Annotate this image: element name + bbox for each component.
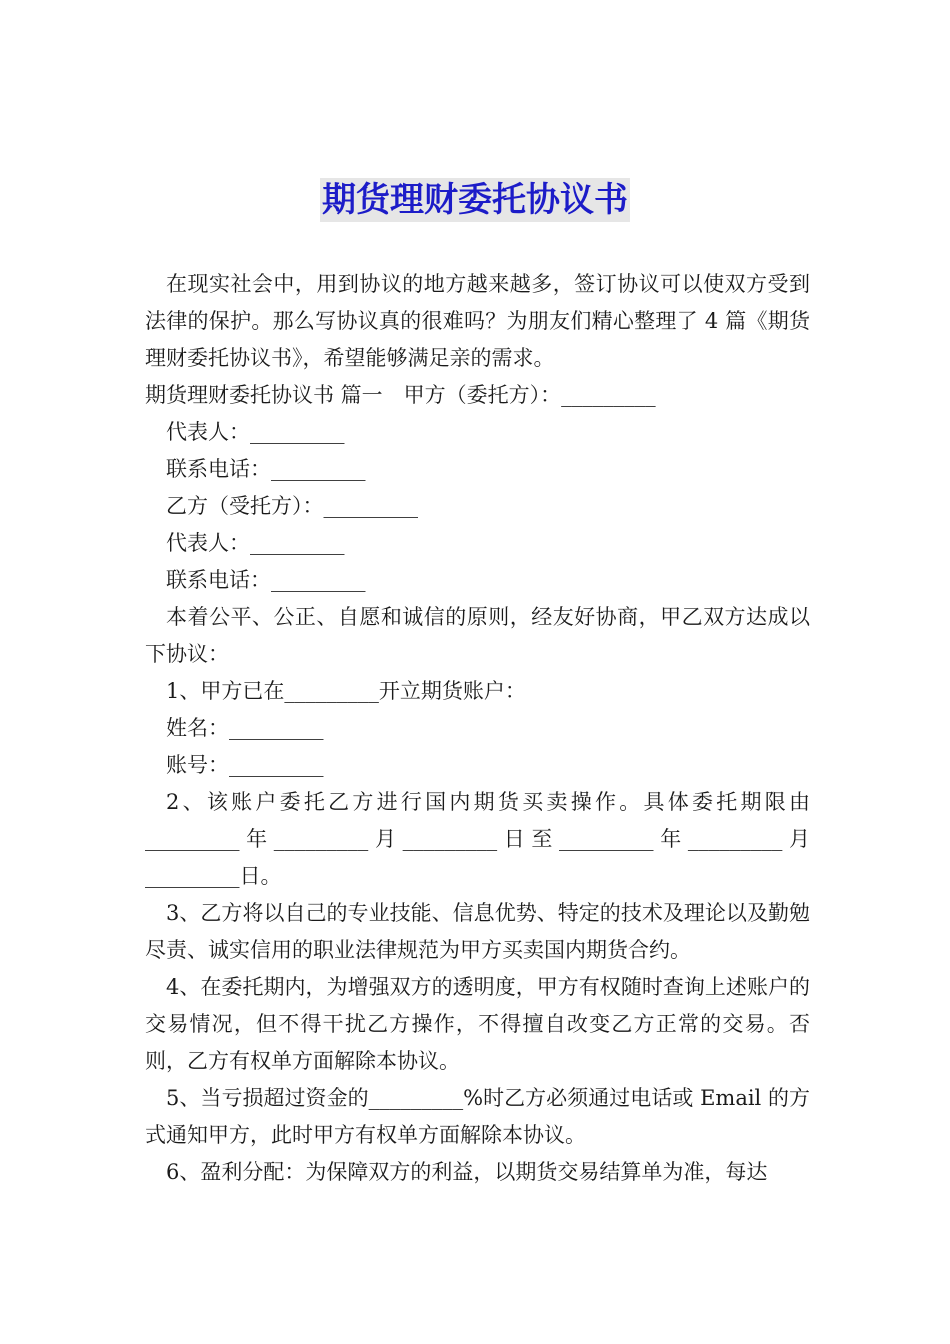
party-b-phone: 联系电话：_________ xyxy=(166,568,366,592)
clause-3: 3、乙方将以自己的专业技能、信息优势、特定的技术及理论以及勤勉尽责、诚实信用的职业法律规范为甲方买卖国内期货合约。 xyxy=(145,901,810,962)
clause-1-account: 账号：_________ xyxy=(166,753,324,777)
document-title: 期货理财委托协议书 xyxy=(322,180,628,220)
clause-4: 4、在委托期内，为增强双方的透明度，甲方有权随时查询上述账户的交易情况，但不得干扰乙方操作，不得擅自改变乙方正常的交易。否则，乙方有权单方面解除本协议。 xyxy=(145,975,810,1073)
clause-5: 5、当亏损超过资金的_________%时乙方必须通过电话或 Email 的方式通知甲方，此时甲方有权单方面解除本协议。 xyxy=(145,1086,810,1147)
document-body xyxy=(145,266,810,1191)
party-b-representative: 代表人：_________ xyxy=(166,531,345,555)
intro-paragraph: 在现实社会中，用到协议的地方越来越多，签订协议可以使双方受到法律的保护。那么写协议真的很难吗？为朋友们精心整理了 4 篇《期货理财委托协议书》，希望能够满足亲的需求。 xyxy=(145,272,810,370)
clause-1: 1、甲方已在_________开立期货账户： xyxy=(166,679,526,703)
preamble-paragraph: 本着公平、公正、自愿和诚信的原则，经友好协商，甲乙双方达成以下协议： xyxy=(145,605,810,666)
party-a-representative: 代表人：_________ xyxy=(166,420,345,444)
party-a-phone: 联系电话：_________ xyxy=(166,457,366,481)
clause-6: 6、盈利分配：为保障双方的利益，以期货交易结算单为准，每达 xyxy=(166,1160,768,1184)
title-container xyxy=(0,178,950,222)
section-heading: 期货理财委托协议书 篇一 甲方（委托方）：_________ xyxy=(145,383,656,407)
clause-2: 2、该账户委托乙方进行国内期货买卖操作。具体委托期限由_________年_________月_________日至_________年_________月_________日。 xyxy=(145,790,810,888)
party-b: 乙方（受托方）：_________ xyxy=(166,494,418,518)
clause-1-name: 姓名：_________ xyxy=(166,716,324,740)
